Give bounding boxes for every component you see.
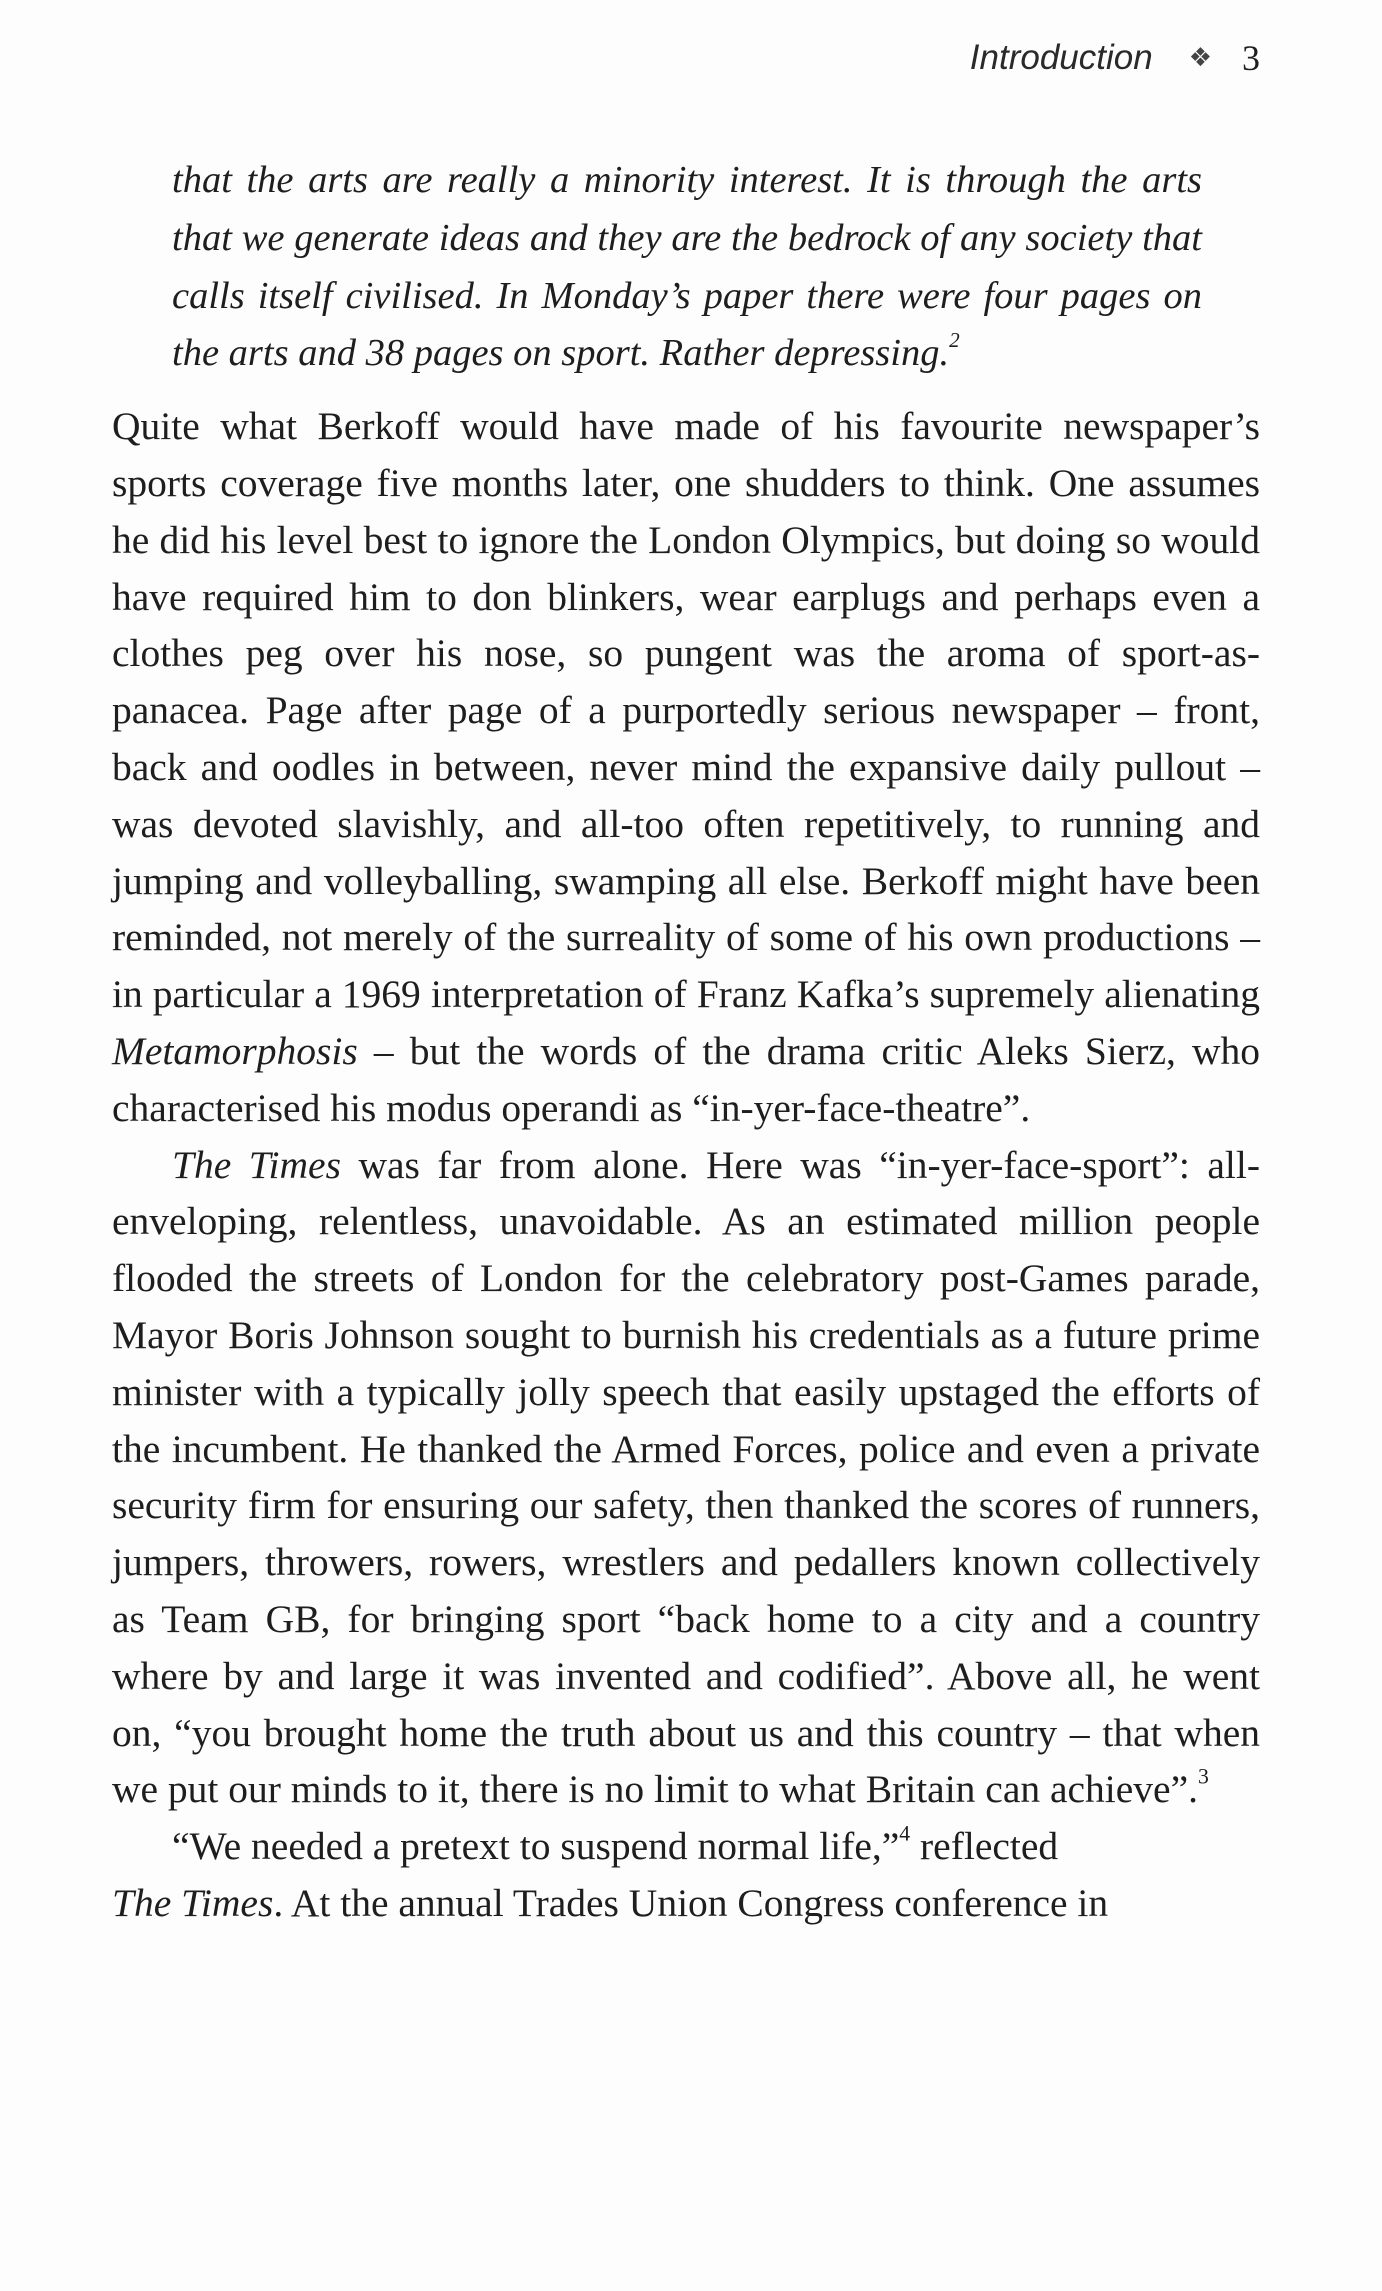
paragraph-line	[172, 1821, 1059, 1869]
running-header	[970, 34, 1260, 82]
paragraph	[112, 398, 1260, 1136]
footnote-ref: 4	[899, 1821, 911, 1846]
publication-title: The Times	[172, 1142, 341, 1187]
block-quote-text: that the arts are really a minority interest. It is through the arts that we generate ideas and they are the bedrock of any society that calls itself civilised. In Monday’s paper there were four pages on the arts and 38 pages on sport. Rather depressing.	[172, 159, 1202, 375]
paragraph-text: Quite what Berkoff would have made of his favourite newspaper’s sports coverage five months later, one shudders to think. One assumes he did his level best to ignore the London Olympics, but doing so would have required him to don blinkers, wear earplugs and perhaps even a clothes peg over his nose, so pungent was the aroma of sport-as-panacea. Page after page of a purportedly serious newspaper – front, back and oodles in between, never mind the expansive daily pullout – was devoted slavishly, and all-too often repetitively, to running and jumping and volleyballing, swamping all else. Berkoff might have been reminded, not merely of the surreality of some of his own productions – in particular a 1969 interpretation of Franz Kafka’s supremely alienating	[112, 404, 1260, 1017]
page-number: 3	[1242, 38, 1260, 78]
footnote-ref: 2	[949, 328, 960, 353]
paragraph-text: “We needed a pretext to suspend normal life,”	[172, 1824, 900, 1869]
body-text	[112, 152, 1260, 1932]
paragraph-text: – but the words of the drama critic Aleks Sierz, who characterised his modus operandi as “in-yer-face-theatre”.	[112, 1028, 1260, 1130]
publication-title: The Times	[112, 1880, 274, 1925]
work-title: Metamorphosis	[112, 1028, 358, 1073]
paragraph-text: . At the annual Trades Union Congress conference in	[273, 1880, 1109, 1925]
paragraph	[112, 1818, 1260, 1932]
paragraph-text: was far from alone. Here was “in-yer-face-sport”: all-enveloping, relentless, unavoidable. As an estimated million people flooded the streets of London for the celebratory post-Games parade, Mayor Boris Johnson sought to burnish his credentials as a future prime minister with a typically jolly speech that easily upstaged the efforts of the incumbent. He thanked the Armed Forces, police and even a private security firm for ensuring our safety, then thanked the scores of runners, jumpers, throwers, rowers, wrestlers and pedallers known collectively as Team GB, for bringing sport “back home to a city and a country where by and large it was invented and codified”. Above all, he went on, “you brought home the truth about us and this country – that when we put our minds to it, there is no limit to what Britain can achieve”.	[112, 1142, 1260, 1812]
running-title: Introduction	[969, 38, 1153, 77]
paragraph	[112, 1137, 1260, 1819]
block-quote	[172, 152, 1202, 383]
footnote-ref: 3	[1198, 1764, 1209, 1789]
diamond-ornament-icon: ❖	[1188, 43, 1212, 73]
paragraph-text: reflected	[910, 1824, 1059, 1869]
